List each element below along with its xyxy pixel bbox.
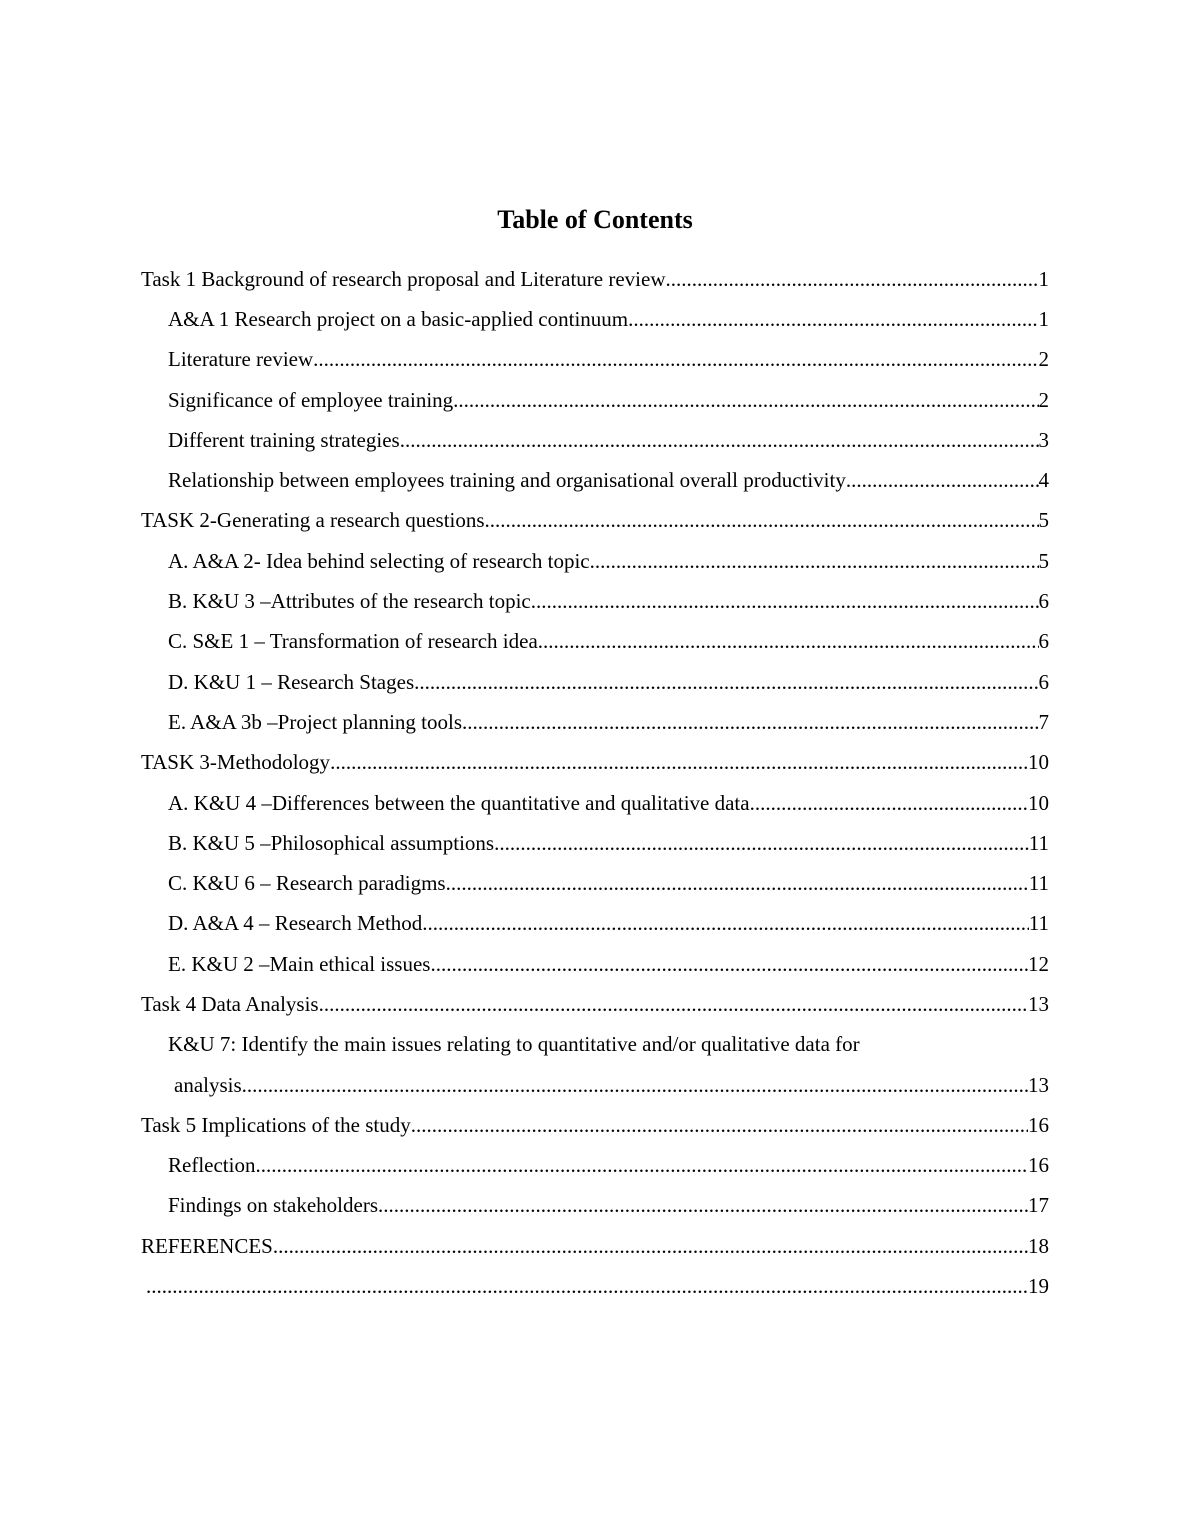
- toc-leader-dots: [330, 750, 1028, 775]
- toc-page-number: 11: [1028, 830, 1049, 855]
- toc-entry[interactable]: [141, 702, 1049, 742]
- toc-entry-label: C. S&E 1 – Transformation of research idea: [168, 629, 538, 654]
- toc-entry-label: TASK 3-Methodology: [141, 750, 331, 775]
- toc-entry-label: Task 5 Implications of the study: [141, 1112, 411, 1137]
- toc-entry[interactable]: [141, 259, 1049, 299]
- toc-entry-label: D. K&U 1 – Research Stages: [168, 669, 415, 694]
- toc-page-number: 17: [1028, 1193, 1049, 1218]
- toc-entry-label: Findings on stakeholders: [168, 1193, 378, 1218]
- toc-entry-label: Task 4 Data Analysis: [141, 991, 319, 1016]
- toc-page-number: 11: [1028, 871, 1049, 896]
- toc-page-number: 1: [1038, 266, 1049, 291]
- toc-page-number: 3: [1038, 427, 1049, 452]
- toc-entry[interactable]: [141, 1226, 1049, 1266]
- toc-entry[interactable]: [141, 783, 1049, 823]
- toc-leader-dots: [531, 589, 1039, 614]
- toc-leader-dots: [430, 952, 1028, 977]
- toc-entry[interactable]: [141, 1105, 1049, 1145]
- toc-entry[interactable]: [141, 984, 1049, 1024]
- toc-entry-label: Literature review: [168, 347, 314, 372]
- toc-entry[interactable]: [141, 380, 1049, 420]
- toc-entry-label: Task 1 Background of research proposal and Literature review: [141, 266, 666, 291]
- toc-leader-dots: [666, 267, 1039, 292]
- toc-entry-label: A. K&U 4 –Differences between the quantitative and qualitative data: [168, 790, 750, 815]
- toc-entry[interactable]: [141, 904, 1049, 944]
- toc-leader-dots: [446, 871, 1029, 896]
- toc-leader-dots: [378, 1193, 1028, 1218]
- toc-leader-dots: [255, 1153, 1028, 1178]
- toc-entry-label: A. A&A 2- Idea behind selecting of research topic: [168, 548, 590, 573]
- toc-entry[interactable]: [141, 581, 1049, 621]
- toc-entry-label: Different training strategies: [168, 427, 400, 452]
- toc-entry-label: D. A&A 4 – Research Method: [168, 911, 423, 936]
- toc-leader-dots: [411, 1113, 1028, 1138]
- toc-page-number: 19: [1028, 1274, 1049, 1299]
- toc-page-number: 10: [1028, 790, 1049, 815]
- toc-entry[interactable]: [141, 1266, 1049, 1306]
- toc-entry-label: TASK 2-Generating a research questions: [141, 508, 485, 533]
- toc-entry[interactable]: [141, 1186, 1049, 1226]
- toc-page-number: 2: [1038, 347, 1049, 372]
- toc-entry[interactable]: [141, 662, 1049, 702]
- toc-entry-label: E. A&A 3b –Project planning tools: [168, 709, 462, 734]
- toc-page-number: 7: [1038, 709, 1049, 734]
- toc-page-number: 6: [1038, 629, 1049, 654]
- toc-entry[interactable]: [141, 622, 1049, 662]
- toc-entry[interactable]: [141, 1146, 1049, 1186]
- toc-page-number: 16: [1028, 1153, 1049, 1178]
- toc-entry-continuation[interactable]: [141, 1065, 1049, 1105]
- toc-leader-dots: [273, 1234, 1028, 1259]
- toc-entry-label: K&U 7: Identify the main issues relating to quantitative and/or qualitative data for: [168, 1032, 860, 1057]
- toc-entry[interactable]: [141, 743, 1049, 783]
- toc-page-number: 13: [1028, 991, 1049, 1016]
- toc-leader-dots: [485, 508, 1039, 533]
- toc-entry-label: B. K&U 3 –Attributes of the research topic: [168, 589, 531, 614]
- toc-leader-dots: [319, 992, 1028, 1017]
- toc-entry-label: Significance of employee training: [168, 387, 454, 412]
- toc-page-number: 13: [1028, 1072, 1049, 1097]
- toc-leader-dots: [400, 428, 1039, 453]
- toc-entry-label-continued: analysis: [174, 1072, 242, 1097]
- toc-leader-dots: [628, 307, 1038, 332]
- toc-entry[interactable]: [141, 944, 1049, 984]
- toc-entry-label: A&A 1 Research project on a basic-applied continuum: [168, 306, 629, 331]
- toc-entry-label: C. K&U 6 – Research paradigms: [168, 871, 446, 896]
- toc-leader-dots: [462, 710, 1039, 735]
- toc-page-number: 6: [1038, 589, 1049, 614]
- toc-entry[interactable]: [141, 299, 1049, 339]
- toc-leader-dots: [538, 629, 1039, 654]
- toc-leader-dots: [313, 347, 1038, 372]
- toc-entry-label: Relationship between employees training and organisational overall productivity: [168, 468, 846, 493]
- toc-leader-dots: [414, 670, 1038, 695]
- toc-leader-dots: [453, 388, 1038, 413]
- toc-leader-dots: [750, 791, 1028, 816]
- toc-page-number: 11: [1028, 911, 1049, 936]
- toc-entry[interactable]: [141, 1025, 1049, 1065]
- toc-page-number: 10: [1028, 750, 1049, 775]
- toc-entry-label: Reflection: [168, 1153, 256, 1178]
- toc-leader-dots: [494, 831, 1029, 856]
- toc-page-number: 2: [1038, 387, 1049, 412]
- toc-entry-label: B. K&U 5 –Philosophical assumptions: [168, 830, 495, 855]
- toc-entry-label: E. K&U 2 –Main ethical issues: [168, 951, 431, 976]
- toc-entry[interactable]: [141, 420, 1049, 460]
- toc-page-number: 16: [1028, 1112, 1049, 1137]
- toc-leader-dots: [146, 1274, 1028, 1299]
- toc-entry[interactable]: [141, 863, 1049, 903]
- toc-page-number: 18: [1028, 1233, 1049, 1258]
- toc-leader-dots: [846, 468, 1039, 493]
- toc-entry[interactable]: [141, 823, 1049, 863]
- toc-page-number: 6: [1038, 669, 1049, 694]
- toc-page-number: 12: [1028, 951, 1049, 976]
- toc-entry[interactable]: [141, 460, 1049, 500]
- toc-leader-dots: [422, 911, 1028, 936]
- table-of-contents: [141, 259, 1049, 1307]
- toc-page-number: 1: [1038, 306, 1049, 331]
- toc-page-number: 5: [1038, 508, 1049, 533]
- toc-page-number: 5: [1038, 548, 1049, 573]
- toc-entry-label: REFERENCES: [141, 1233, 273, 1258]
- page-title: Table of Contents: [497, 205, 693, 234]
- toc-entry[interactable]: [141, 541, 1049, 581]
- toc-entry[interactable]: [141, 501, 1049, 541]
- toc-page-number: 4: [1038, 468, 1049, 493]
- toc-leader-dots: [590, 549, 1039, 574]
- toc-entry[interactable]: [141, 340, 1049, 380]
- toc-leader-dots: [242, 1073, 1028, 1098]
